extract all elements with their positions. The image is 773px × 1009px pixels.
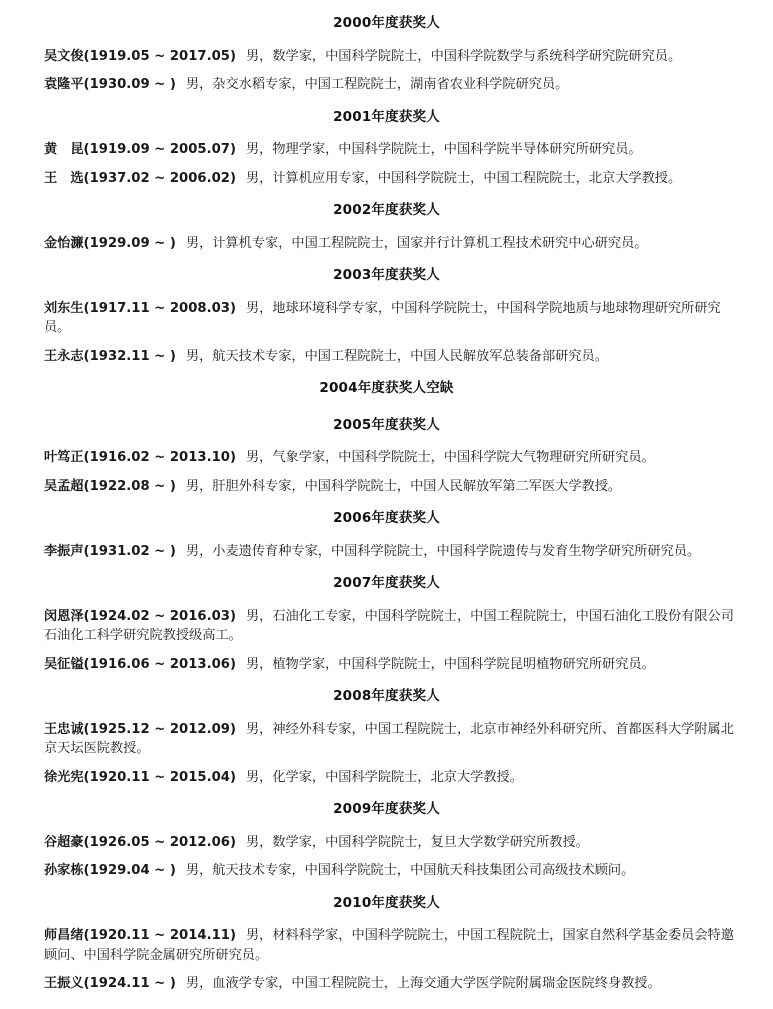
laureate-name: 袁隆平(1930.09 ~ ) — [44, 77, 176, 92]
year-block — [26, 408, 747, 502]
laureate-entry — [26, 922, 747, 970]
laureate-entry — [26, 857, 747, 886]
laureate-name: 吴文俊(1919.05 ~ 2017.05) — [44, 48, 236, 64]
laureate-name: 谷超豪(1926.05 ~ 2012.06) — [44, 834, 236, 850]
laureate-entry — [26, 230, 747, 259]
laureate-list — [26, 829, 747, 886]
laureate-entry — [26, 136, 747, 165]
year-block — [26, 6, 747, 100]
laureate-name: 叶笃正(1916.02 ~ 2013.10) — [44, 450, 236, 465]
laureate-name: 王 选(1937.02 ~ 2006.02) — [44, 170, 236, 186]
year-heading: 2008年度获奖人 — [333, 688, 440, 704]
year-heading: 2009年度获奖人 — [333, 801, 440, 817]
laureate-entry — [26, 165, 747, 194]
laureate-description: 男，物理学家，中国科学院院士，中国科学院半导体研究所研究员。 — [245, 142, 642, 157]
laureate-entry — [26, 473, 747, 502]
year-block — [26, 566, 747, 679]
year-block — [26, 679, 747, 792]
laureate-name: 王永志(1932.11 ~ ) — [44, 348, 176, 364]
laureate-name: 闵恩泽(1924.02 ~ 2016.03) — [44, 608, 236, 624]
laureate-description: 男，数学家，中国科学院院士，复旦大学数学研究所教授。 — [245, 834, 589, 850]
laureate-list — [26, 444, 747, 501]
laureate-name: 师昌绪(1920.11 ~ 2014.11) — [44, 928, 236, 943]
year-block — [26, 193, 747, 258]
year-heading: 2000年度获奖人 — [333, 15, 440, 31]
laureate-list — [26, 716, 747, 793]
year-heading-vacant: 2004年度获奖人空缺 — [319, 380, 454, 396]
laureate-name: 孙家栋(1929.04 ~ ) — [44, 863, 176, 878]
laureate-entry — [26, 295, 747, 343]
laureate-list — [26, 136, 747, 193]
year-heading: 2001年度获奖人 — [333, 108, 440, 125]
laureate-name: 黄 昆(1919.09 ~ 2005.07) — [44, 142, 236, 157]
year-block — [26, 886, 747, 999]
laureate-name: 吴征镒(1916.06 ~ 2013.06) — [44, 656, 236, 672]
laureate-entry — [26, 538, 747, 567]
laureate-list — [26, 603, 747, 680]
laureate-entry — [26, 444, 747, 473]
laureate-description: 男，神经外科专家，中国工程院院士，北京市神经外科研究所、首都医科大学附属北京天坛医院教授。 — [44, 721, 734, 756]
year-block — [26, 100, 747, 194]
year-heading: 2010年度获奖人 — [333, 894, 440, 911]
laureate-name: 王忠诚(1925.12 ~ 2012.09) — [44, 721, 236, 737]
laureate-description: 男，杂交水稻专家，中国工程院院士，湖南省农业科学院研究员。 — [185, 77, 569, 92]
laureate-description: 男，肝胆外科专家，中国科学院院士，中国人民解放军第二军医大学教授。 — [185, 478, 622, 494]
year-heading: 2002年度获奖人 — [333, 202, 440, 218]
year-block — [26, 258, 747, 371]
laureate-list — [26, 295, 747, 372]
laureate-list — [26, 230, 747, 259]
year-heading: 2003年度获奖人 — [333, 267, 440, 283]
laureate-name: 吴孟超(1922.08 ~ ) — [44, 478, 176, 494]
laureate-entry — [26, 603, 747, 651]
laureate-description: 男，数学家，中国科学院院士，中国科学院数学与系统科学研究院研究员。 — [245, 48, 682, 64]
laureate-name: 金怡濂(1929.09 ~ ) — [44, 235, 176, 251]
laureate-list — [26, 43, 747, 100]
laureate-entry — [26, 71, 747, 100]
laureate-description: 男，计算机专家，中国工程院院士，国家并行计算机工程技术研究中心研究员。 — [185, 235, 648, 251]
laureate-list — [26, 922, 747, 999]
laureate-entry — [26, 43, 747, 72]
laureate-entry — [26, 343, 747, 372]
laureate-description: 男，植物学家，中国科学院院士，中国科学院昆明植物研究所研究员。 — [245, 656, 655, 672]
laureate-entry — [26, 970, 747, 999]
laureate-entry — [26, 651, 747, 680]
laureate-entry — [26, 829, 747, 858]
laureate-list — [26, 538, 747, 567]
laureate-name: 李振声(1931.02 ~ ) — [44, 543, 176, 559]
laureate-description: 男，材料科学家，中国科学院院士，中国工程院院士，国家自然科学基金委员会特邀顾问、中国科学院金属研究所研究员。 — [44, 928, 734, 963]
laureate-description: 男，化学家，中国科学院院士，北京大学教授。 — [245, 769, 523, 785]
laureate-description: 男，小麦遗传育种专家，中国科学院院士，中国科学院遗传与发育生物学研究所研究员。 — [185, 543, 701, 559]
laureate-description: 男，航天技术专家，中国科学院院士，中国航天科技集团公司高级技术顾问。 — [185, 863, 635, 878]
laureate-description: 男，地球环境科学专家，中国科学院院士，中国科学院地质与地球物理研究所研究员。 — [44, 300, 721, 335]
year-block — [26, 371, 747, 408]
laureate-description: 男，计算机应用专家，中国科学院院士，中国工程院院士，北京大学教授。 — [245, 170, 682, 186]
laureate-name: 王振义(1924.11 ~ ) — [44, 976, 176, 991]
laureate-description: 男，石油化工专家，中国科学院院士，中国工程院院士，中国石油化工股份有限公司石油化工科学研究院教授级高工。 — [44, 608, 734, 643]
year-heading: 2006年度获奖人 — [333, 510, 440, 526]
laureate-entry — [26, 764, 747, 793]
laureate-description: 男，血液学专家，中国工程院院士，上海交通大学医学院附属瑞金医院终身教授。 — [185, 976, 661, 991]
laureate-name: 徐光宪(1920.11 ~ 2015.04) — [44, 769, 236, 785]
year-heading: 2005年度获奖人 — [333, 416, 440, 433]
year-block — [26, 792, 747, 886]
laureate-name: 刘东生(1917.11 ~ 2008.03) — [44, 300, 236, 316]
laureate-description: 男，航天技术专家，中国工程院院士，中国人民解放军总装备部研究员。 — [185, 348, 608, 364]
laureate-description: 男，气象学家，中国科学院院士，中国科学院大气物理研究所研究员。 — [245, 450, 655, 465]
laureate-entry — [26, 716, 747, 764]
year-heading: 2007年度获奖人 — [333, 575, 440, 591]
year-block — [26, 501, 747, 566]
